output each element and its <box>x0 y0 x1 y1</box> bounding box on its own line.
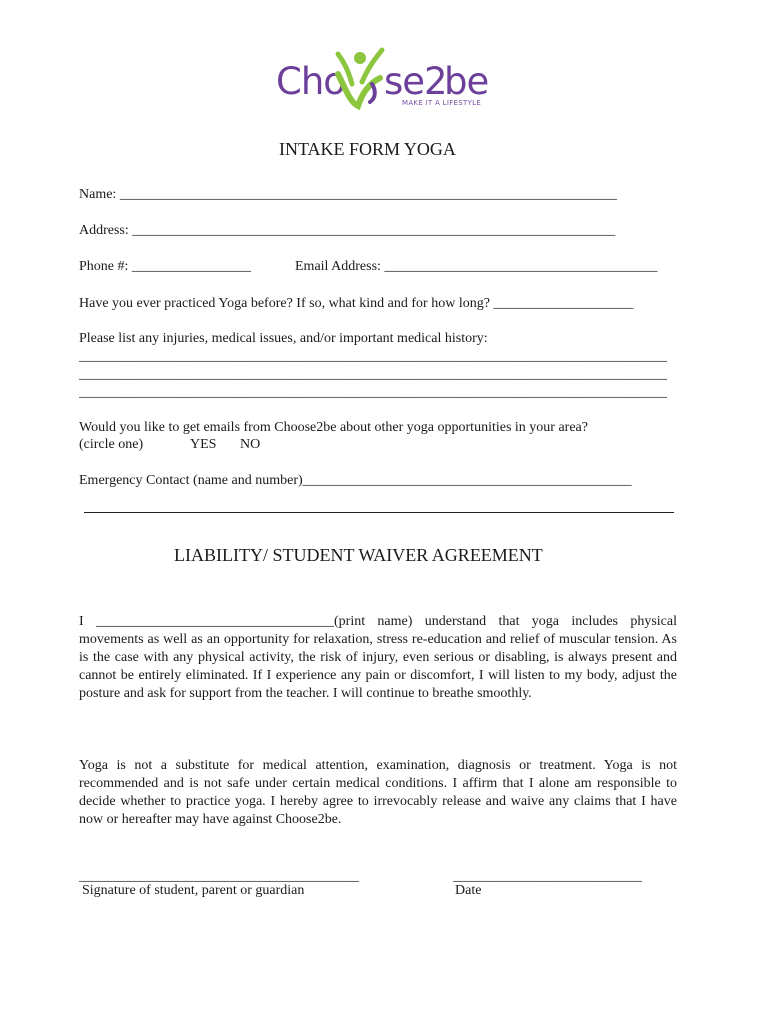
name-field[interactable]: Name: _______________________________________________________________________ <box>79 187 617 202</box>
date-line[interactable]: ___________________________ <box>453 869 642 884</box>
phone-field[interactable]: Phone #: _________________ <box>79 259 251 274</box>
choose2be-logo <box>272 44 492 116</box>
waiver-heading: LIABILITY/ STUDENT WAIVER AGREEMENT <box>174 545 543 565</box>
yoga-experience-field[interactable]: Have you ever practiced Yoga before? If so, what kind and for how long? ____________________ <box>79 296 634 311</box>
logo-text-se2: se2 <box>384 60 447 103</box>
signature-label: Signature of student, parent or guardian <box>82 883 305 898</box>
no-option[interactable]: NO <box>240 437 261 452</box>
emails-question: Would you like to get emails from Choose2be about other yoga opportunities in your area? <box>79 420 588 435</box>
date-label: Date <box>455 883 482 898</box>
waiver-paragraph-1: I __________________________________(print name) understand that yoga includes physical movements as well as an opportunity for relaxation, stress re-education and relief of muscular tension. As is the case with any physical activity, the risk of injury, even serious or disabling, is always present and cannot be entirely eliminated. If I experience any pain or discomfort, I will listen to my body, adjust the posture and ask for support from the teacher. I will continue to breathe smoothly. <box>79 614 677 701</box>
form-title: INTAKE FORM YOGA <box>279 139 456 159</box>
logo-text-cho: Cho <box>276 60 345 103</box>
circle-one-label: (circle one) <box>79 437 144 452</box>
injuries-line-2[interactable]: ____________________________________________________________________________________ <box>79 367 667 382</box>
address-field[interactable]: Address: _____________________________________________________________________ <box>79 223 616 238</box>
logo-text-be: be <box>444 60 489 103</box>
section-divider <box>84 512 674 513</box>
injuries-line-3[interactable]: ____________________________________________________________________________________ <box>79 385 667 400</box>
injuries-label: Please list any injuries, medical issues, and/or important medical history: <box>79 331 488 346</box>
emergency-contact-field[interactable]: Emergency Contact (name and number)_______________________________________________ <box>79 473 632 488</box>
injuries-line-1[interactable]: ____________________________________________________________________________________ <box>79 349 667 364</box>
logo-tagline: MAKE IT A LIFESTYLE <box>402 99 482 107</box>
email-field[interactable]: Email Address: _______________________________________ <box>295 259 658 274</box>
yoga-figure-icon <box>332 44 390 116</box>
signature-line[interactable]: ________________________________________ <box>79 869 359 884</box>
waiver-paragraph-2: Yoga is not a substitute for medical attention, examination, diagnosis or treatment. Yoga is not recommended and is not safe under certain medical conditions. I affirm that I alone am responsible to decide whether to practice yoga. I hereby agree to irrevocably release and waive any claims that I have now or hereafter may have against Choose2be. <box>79 758 677 827</box>
yes-option[interactable]: YES <box>190 437 217 452</box>
